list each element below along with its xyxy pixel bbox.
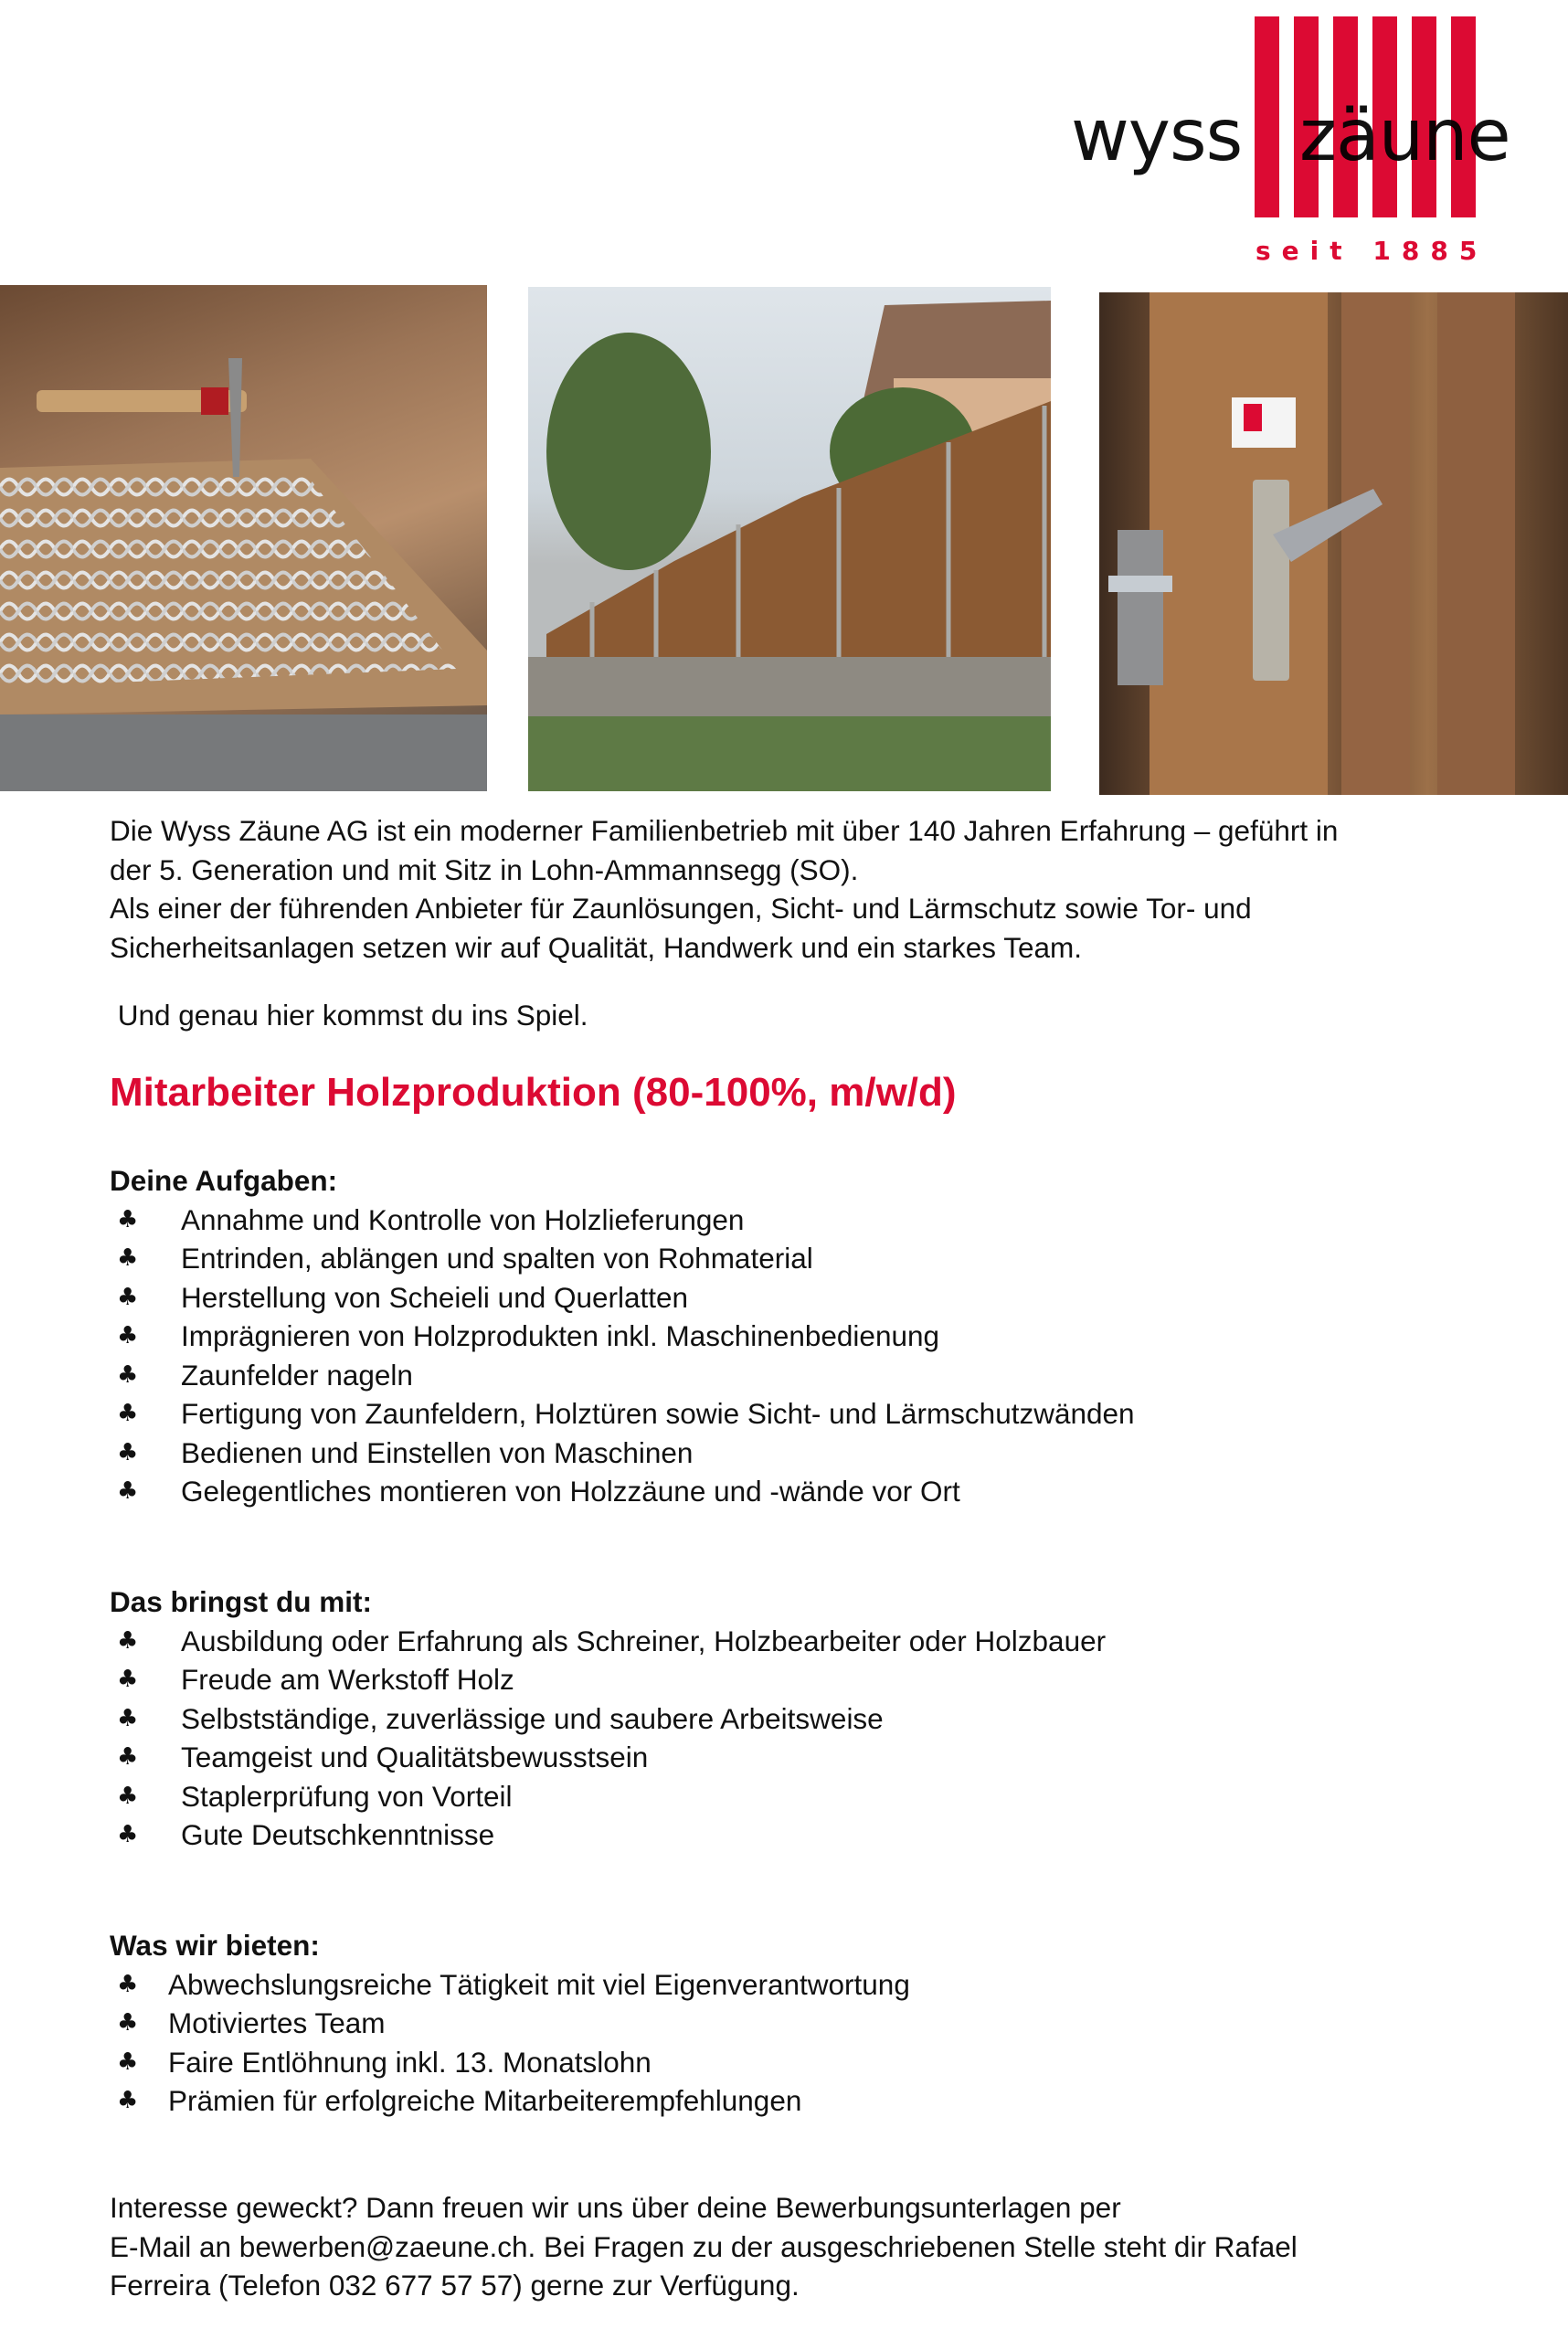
intro-line: Als einer der führenden Anbieter für Zaunlösungen, Sicht- und Lärmschutz sowie Tor- und: [110, 892, 1252, 925]
club-bullet-icon: ♣: [117, 1666, 139, 1693]
section-tasks: [110, 1161, 1135, 1511]
club-bullet-icon: ♣: [117, 2009, 139, 2037]
list-item-text: Gute Deutschkenntnisse: [181, 1818, 495, 1851]
list-item-text: Staplerprüfung von Vorteil: [181, 1779, 513, 1813]
list-item: [110, 1317, 1135, 1356]
club-bullet-icon: ♣: [117, 1438, 139, 1466]
club-bullet-icon: ♣: [117, 1626, 139, 1655]
intro-hook: Und genau hier kommst du ins Spiel.: [110, 999, 588, 1032]
list-item-text: Fertigung von Zaunfeldern, Holztüren sowie Sicht- und Lärmschutzwänden: [181, 1397, 1135, 1430]
list-item-text: Prämien für erfolgreiche Mitarbeiterempfehlungen: [168, 2084, 802, 2117]
list-item: [110, 1965, 910, 2005]
job-title: Mitarbeiter Holzproduktion (80-100%, m/w/d): [110, 1070, 957, 1115]
club-bullet-icon: ♣: [117, 1704, 139, 1732]
requirements-list: [110, 1622, 1106, 1855]
list-item: [110, 2004, 910, 2043]
list-item-text: Bedienen und Einstellen von Maschinen: [181, 1435, 694, 1469]
club-bullet-icon: ♣: [117, 1821, 139, 1848]
list-item-text: Selbstständige, zuverlässige und saubere Arbeitsweise: [181, 1701, 884, 1735]
contact-line: Ferreira (Telefon 032 677 57 57) gerne zur Verfügung.: [110, 2269, 800, 2302]
section-title: Deine Aufgaben:: [110, 1164, 338, 1197]
contact-line: [110, 2228, 1535, 2267]
list-item: [110, 1201, 1135, 1240]
section-title: Was wir bieten:: [110, 1929, 320, 1962]
list-item: [110, 1622, 1106, 1661]
logo-tagline: seit 1885: [1255, 236, 1489, 266]
section-benefits: [110, 1926, 910, 2121]
logo-bar: [1255, 16, 1279, 217]
section-requirements: [110, 1582, 1106, 1855]
section-title: Das bringst du mit:: [110, 1585, 373, 1618]
list-item-text: Teamgeist und Qualitätsbewusstsein: [181, 1741, 649, 1773]
list-item: [110, 2081, 910, 2121]
club-bullet-icon: ♣: [117, 1205, 139, 1233]
photo-workshop-nailing-mesh: [0, 285, 487, 791]
contact-paragraph: [110, 2188, 1535, 2305]
list-item-text: Abwechslungsreiche Tätigkeit mit viel Eigenverantwortung: [168, 1967, 910, 2001]
photo-wooden-gate-handle: [1099, 292, 1568, 795]
list-item: [110, 1738, 1106, 1777]
club-bullet-icon: ♣: [117, 1477, 139, 1505]
list-item-text: Zaunfelder nageln: [181, 1358, 413, 1392]
list-item-text: Herstellung von Scheieli und Querlatten: [181, 1280, 689, 1314]
list-item: [110, 1394, 1135, 1434]
list-item: [110, 1472, 1135, 1511]
list-item: [110, 1777, 1106, 1816]
company-logo: [1060, 0, 1517, 274]
club-bullet-icon: ♣: [117, 1743, 139, 1771]
list-item-text: Freude am Werkstoff Holz: [181, 1663, 514, 1696]
club-bullet-icon: ♣: [117, 1782, 139, 1810]
intro-paragraph: [110, 811, 1535, 967]
logo-word-wyss: wyss: [1071, 95, 1243, 177]
contact-line: Interesse geweckt? Dann freuen wir uns über deine Bewerbungsunterlagen per: [110, 2191, 1121, 2224]
logo-word-zaeune: zäune: [1299, 95, 1510, 177]
list-item: [110, 1660, 1106, 1699]
list-item-text: Entrinden, ablängen und spalten von Rohmaterial: [181, 1242, 813, 1275]
task-list: [110, 1201, 1135, 1511]
photo-wooden-fence-garden: [528, 287, 1051, 791]
contact-text: E-Mail an: [110, 2229, 239, 2263]
list-item: [110, 2043, 910, 2082]
list-item: [110, 1278, 1135, 1318]
club-bullet-icon: ♣: [117, 1970, 139, 1998]
club-bullet-icon: ♣: [117, 1400, 139, 1427]
list-item-text: Gelegentliches montieren von Holzzäune und -wände vor Ort: [181, 1475, 960, 1508]
benefits-list: [110, 1965, 910, 2121]
email-link[interactable]: bewerben@zaeune.ch: [238, 2229, 528, 2263]
club-bullet-icon: ♣: [117, 1244, 139, 1272]
intro-line: Die Wyss Zäune AG ist ein moderner Familienbetrieb mit über 140 Jahren Erfahrung – geführt in: [110, 814, 1339, 847]
list-item-text: Motiviertes Team: [168, 2006, 386, 2039]
club-bullet-icon: ♣: [117, 2048, 139, 2076]
mesh-illustration: [0, 285, 487, 791]
list-item-text: Faire Entlöhnung inkl. 13. Monatslohn: [168, 2045, 652, 2079]
list-item: [110, 1699, 1106, 1739]
list-item: [110, 1815, 1106, 1855]
list-item-text: Imprägnieren von Holzprodukten inkl. Maschinenbedienung: [181, 1319, 940, 1352]
gate-illustration: [1099, 292, 1568, 795]
club-bullet-icon: ♣: [117, 1360, 139, 1389]
fence-illustration: [528, 287, 1051, 791]
list-item-text: Annahme und Kontrolle von Holzlieferungen: [181, 1202, 745, 1236]
list-item: [110, 1239, 1135, 1278]
list-item: [110, 1356, 1135, 1395]
contact-text: . Bei Fragen zu der ausgeschriebenen Stelle steht dir Rafael: [527, 2229, 1298, 2263]
intro-line: der 5. Generation und mit Sitz in Lohn-Ammannsegg (SO).: [110, 852, 859, 886]
club-bullet-icon: ♣: [117, 1283, 139, 1311]
club-bullet-icon: ♣: [117, 1322, 139, 1349]
club-bullet-icon: ♣: [117, 2087, 139, 2114]
intro-line: Sicherheitsanlagen setzen wir auf Qualität, Handwerk und ein starkes Team.: [110, 930, 1082, 964]
list-item: [110, 1434, 1135, 1473]
list-item-text: Ausbildung oder Erfahrung als Schreiner, Holzbearbeiter oder Holzbauer: [181, 1624, 1107, 1657]
